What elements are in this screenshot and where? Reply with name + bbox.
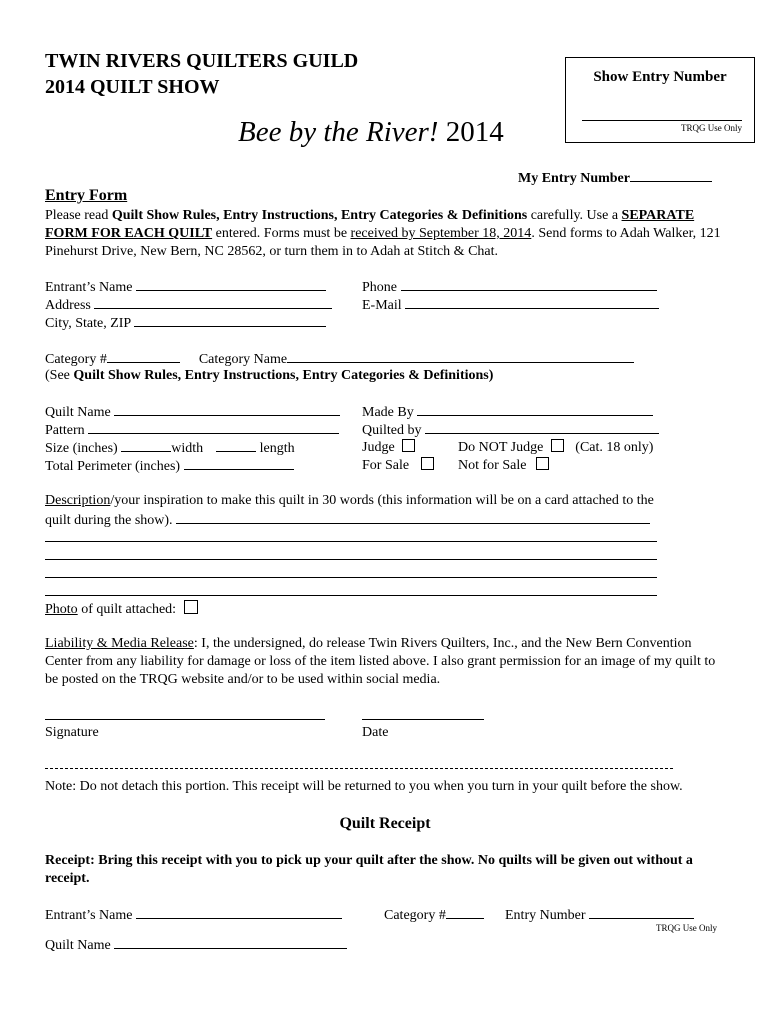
quilted-by-row (362, 421, 659, 439)
made-by-label: Made By (362, 405, 414, 420)
receipt-category-label: Category # (384, 908, 446, 923)
size-length-label: length (259, 441, 295, 456)
show-entry-number-box (565, 57, 755, 143)
pattern-row (45, 421, 339, 439)
description-field-1[interactable] (176, 511, 650, 524)
email-row (362, 296, 659, 314)
category-number-label: Category # (45, 352, 107, 367)
for-sale-row (362, 457, 434, 474)
show-name-script: Bee by the River! (238, 116, 439, 148)
show-year: 2014 (445, 116, 504, 148)
category-name-label: Category Name (198, 352, 288, 367)
see-rules-note: (See Quilt Show Rules, Entry Instructions, Entry Categories & Definitions) (45, 368, 494, 383)
size-label: Size (inches) (45, 441, 118, 456)
quilt-name-field[interactable] (114, 403, 340, 416)
description-field-4[interactable] (45, 577, 657, 578)
size-length-field[interactable] (216, 439, 256, 452)
receipt-quilt-name-row (45, 936, 347, 954)
city-state-zip-row (45, 314, 326, 332)
city-state-zip-field[interactable] (134, 314, 326, 327)
receipt-entrant-name-label: Entrant’s Name (45, 908, 133, 923)
signature-label: Signature (45, 725, 99, 740)
trqg-use-only-note: TRQG Use Only (681, 123, 742, 133)
category-row (45, 350, 634, 368)
do-not-judge-row (458, 439, 653, 456)
receipt-entrant-name-field[interactable] (136, 906, 342, 919)
quilt-name-label: Quilt Name (45, 405, 111, 420)
receipt-entry-number-label: Entry Number (505, 908, 586, 923)
entry-form-heading: Entry Form (45, 187, 128, 204)
total-perimeter-row (45, 457, 294, 475)
pattern-label: Pattern (45, 423, 85, 438)
description-label: Description (45, 493, 111, 508)
made-by-row (362, 403, 653, 421)
judge-row (362, 439, 415, 456)
entrant-name-label: Entrant’s Name (45, 280, 133, 295)
size-width-field[interactable] (121, 439, 171, 452)
receipt-instruction: Receipt: Bring this receipt with you to pick up your quilt after the show. No quilts will be given out without a receipt. (45, 853, 693, 886)
description-line1: Description/your inspiration to make this quilt in 30 words (this information will be on a card attached to the (45, 493, 654, 508)
receipt-entrant-name-row (45, 906, 342, 924)
photo-attached-checkbox[interactable] (184, 600, 198, 614)
total-perimeter-label: Total Perimeter (inches) (45, 459, 181, 474)
detach-note: Note: Do not detach this portion. This receipt will be returned to you when you turn in your quilt before the show. (45, 779, 683, 794)
receipt-entry-number-field[interactable] (589, 906, 694, 919)
do-not-judge-label: Do NOT Judge (458, 440, 544, 455)
address-field[interactable] (94, 296, 332, 309)
judge-checkbox[interactable] (402, 439, 415, 452)
cat-18-note: (Cat. 18 only) (575, 440, 654, 455)
date-field[interactable] (362, 719, 484, 720)
city-state-zip-label: City, State, ZIP (45, 316, 131, 331)
receipt-category-field[interactable] (446, 906, 484, 919)
email-field[interactable] (405, 296, 659, 309)
guild-title: TWIN RIVERS QUILTERS GUILD (45, 50, 359, 72)
category-number-field[interactable] (107, 350, 180, 363)
photo-label: Photo (45, 602, 78, 617)
phone-row (362, 278, 657, 296)
description-field-5[interactable] (45, 595, 657, 596)
my-entry-number-label: My Entry Number (518, 169, 712, 187)
email-label: E-Mail (362, 298, 402, 313)
description-line2: quilt during the show). (45, 511, 650, 529)
photo-row: Photo of quilt attached: (45, 600, 198, 618)
pattern-field[interactable] (88, 421, 339, 434)
liability-paragraph: Liability & Media Release: I, the undersigned, do release Twin Rivers Quilters, Inc., and the New Bern Convention Center from any liability for damage or loss of the item listed above. I also grant permission for an image of my quilt to be posted on the TRQG website and/or to be used within social media. (45, 636, 716, 687)
receipt-category-row (384, 906, 484, 924)
description-field-2[interactable] (45, 541, 657, 542)
receipt-entry-number-row (505, 906, 694, 924)
receipt-trqg-use-only: TRQG Use Only (656, 923, 717, 933)
receipt-quilt-name-label: Quilt Name (45, 938, 111, 953)
my-entry-number-field[interactable] (630, 169, 712, 182)
address-row (45, 296, 332, 314)
signature-field[interactable] (45, 719, 325, 720)
category-name-field[interactable] (287, 350, 634, 363)
for-sale-label: For Sale (362, 458, 410, 473)
show-entry-number-title: Show Entry Number (593, 69, 727, 85)
receipt-quilt-name-field[interactable] (114, 936, 347, 949)
phone-label: Phone (362, 280, 397, 295)
quilted-by-label: Quilted by (362, 423, 422, 438)
quilt-name-row (45, 403, 340, 421)
size-width-label: width (171, 441, 204, 456)
description-field-3[interactable] (45, 559, 657, 560)
phone-field[interactable] (401, 278, 657, 291)
show-entry-number-field[interactable] (582, 120, 742, 121)
not-for-sale-checkbox[interactable] (536, 457, 549, 470)
not-for-sale-row (458, 457, 549, 474)
detach-separator (45, 768, 673, 769)
total-perimeter-field[interactable] (184, 457, 294, 470)
quilted-by-field[interactable] (425, 421, 659, 434)
entrant-name-field[interactable] (136, 278, 326, 291)
address-label: Address (45, 298, 91, 313)
made-by-field[interactable] (417, 403, 653, 416)
judge-label: Judge (362, 440, 395, 455)
size-row (45, 439, 295, 457)
intro-paragraph: Please read Quilt Show Rules, Entry Instructions, Entry Categories & Definitions carefully. Use a SEPARATE FORM FOR EACH QUILT entered. Forms must be received by September 18, 2014. Send forms to Adah Walker, 121 Pinehurst Drive, New Bern, NC 28562, or turn them in to Adah at Stitch & Chat. (45, 208, 721, 259)
date-label: Date (362, 725, 389, 740)
liability-label: Liability & Media Release (45, 636, 194, 651)
for-sale-checkbox[interactable] (421, 457, 434, 470)
not-for-sale-label: Not for Sale (458, 458, 527, 473)
show-name (238, 116, 504, 149)
entrant-name-row (45, 278, 326, 296)
quilt-receipt-title: Quilt Receipt (339, 815, 431, 832)
do-not-judge-checkbox[interactable] (551, 439, 564, 452)
show-title: 2014 QUILT SHOW (45, 76, 220, 98)
